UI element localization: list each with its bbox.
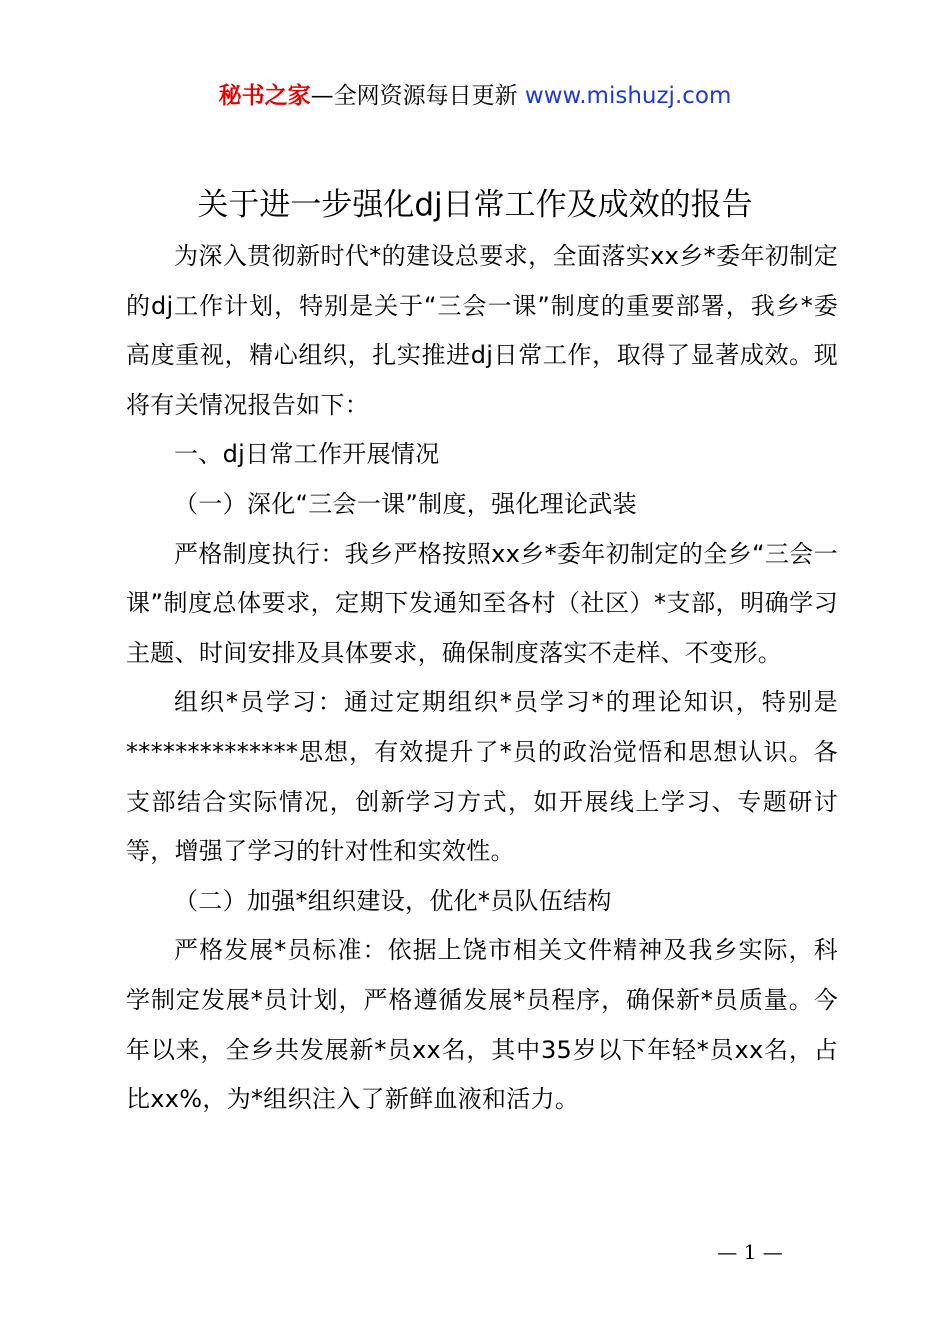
- page-number: — 1 —: [717, 1240, 783, 1264]
- intro-paragraph: 为深入贯彻新时代*的建设总要求，全面落实xx乡*委年初制定的dj工作计划，特别是关于“三会一课”制度的重要部署，我乡*委高度重视，精心组织，扎实推进dj日常工作，取得了显著成效。现将有关情况报告如下：: [126, 242, 838, 419]
- site-brand: 秘书之家: [218, 83, 311, 109]
- subsection-heading: （二）加强*组织建设，优化*员队伍结构: [174, 886, 612, 915]
- section-heading: 一、dj日常工作开展情况: [174, 440, 440, 469]
- site-url-link[interactable]: www.mishuzj.com: [524, 83, 732, 109]
- document-title: 关于进一步强化dj日常工作及成效的报告: [197, 187, 753, 223]
- body-paragraph: 严格发展*员标准：依据上饶市相关文件精神及我乡实际，科学制定发展*员计划，严格遵循发展*员程序，确保新*员质量。今年以来，全乡共发展新*员xx名，其中35岁以下年轻*员xx名，占比xx%，为*组织注入了新鲜血液和活力。: [126, 936, 838, 1114]
- site-tagline: —全网资源每日更新: [310, 83, 525, 109]
- site-banner: [0, 80, 950, 112]
- subsection-heading: （一）深化“三会一课”制度，强化理论武装: [174, 489, 637, 518]
- body-paragraph: 组织*员学习：通过定期组织*员学习*的理论知识，特别是**************思想，有效提升了*员的政治觉悟和思想认识。各支部结合实际情况，创新学习方式，如开展线上学习、专题研讨等，增强了学习的针对性和实效性。: [126, 688, 838, 866]
- document-body: [126, 232, 838, 1125]
- body-paragraph: 严格制度执行：我乡严格按照xx乡*委年初制定的全乡“三会一课”制度总体要求，定期下发通知至各村（社区）*支部，明确学习主题、时间安排及具体要求，确保制度落实不走样、不变形。: [126, 539, 838, 667]
